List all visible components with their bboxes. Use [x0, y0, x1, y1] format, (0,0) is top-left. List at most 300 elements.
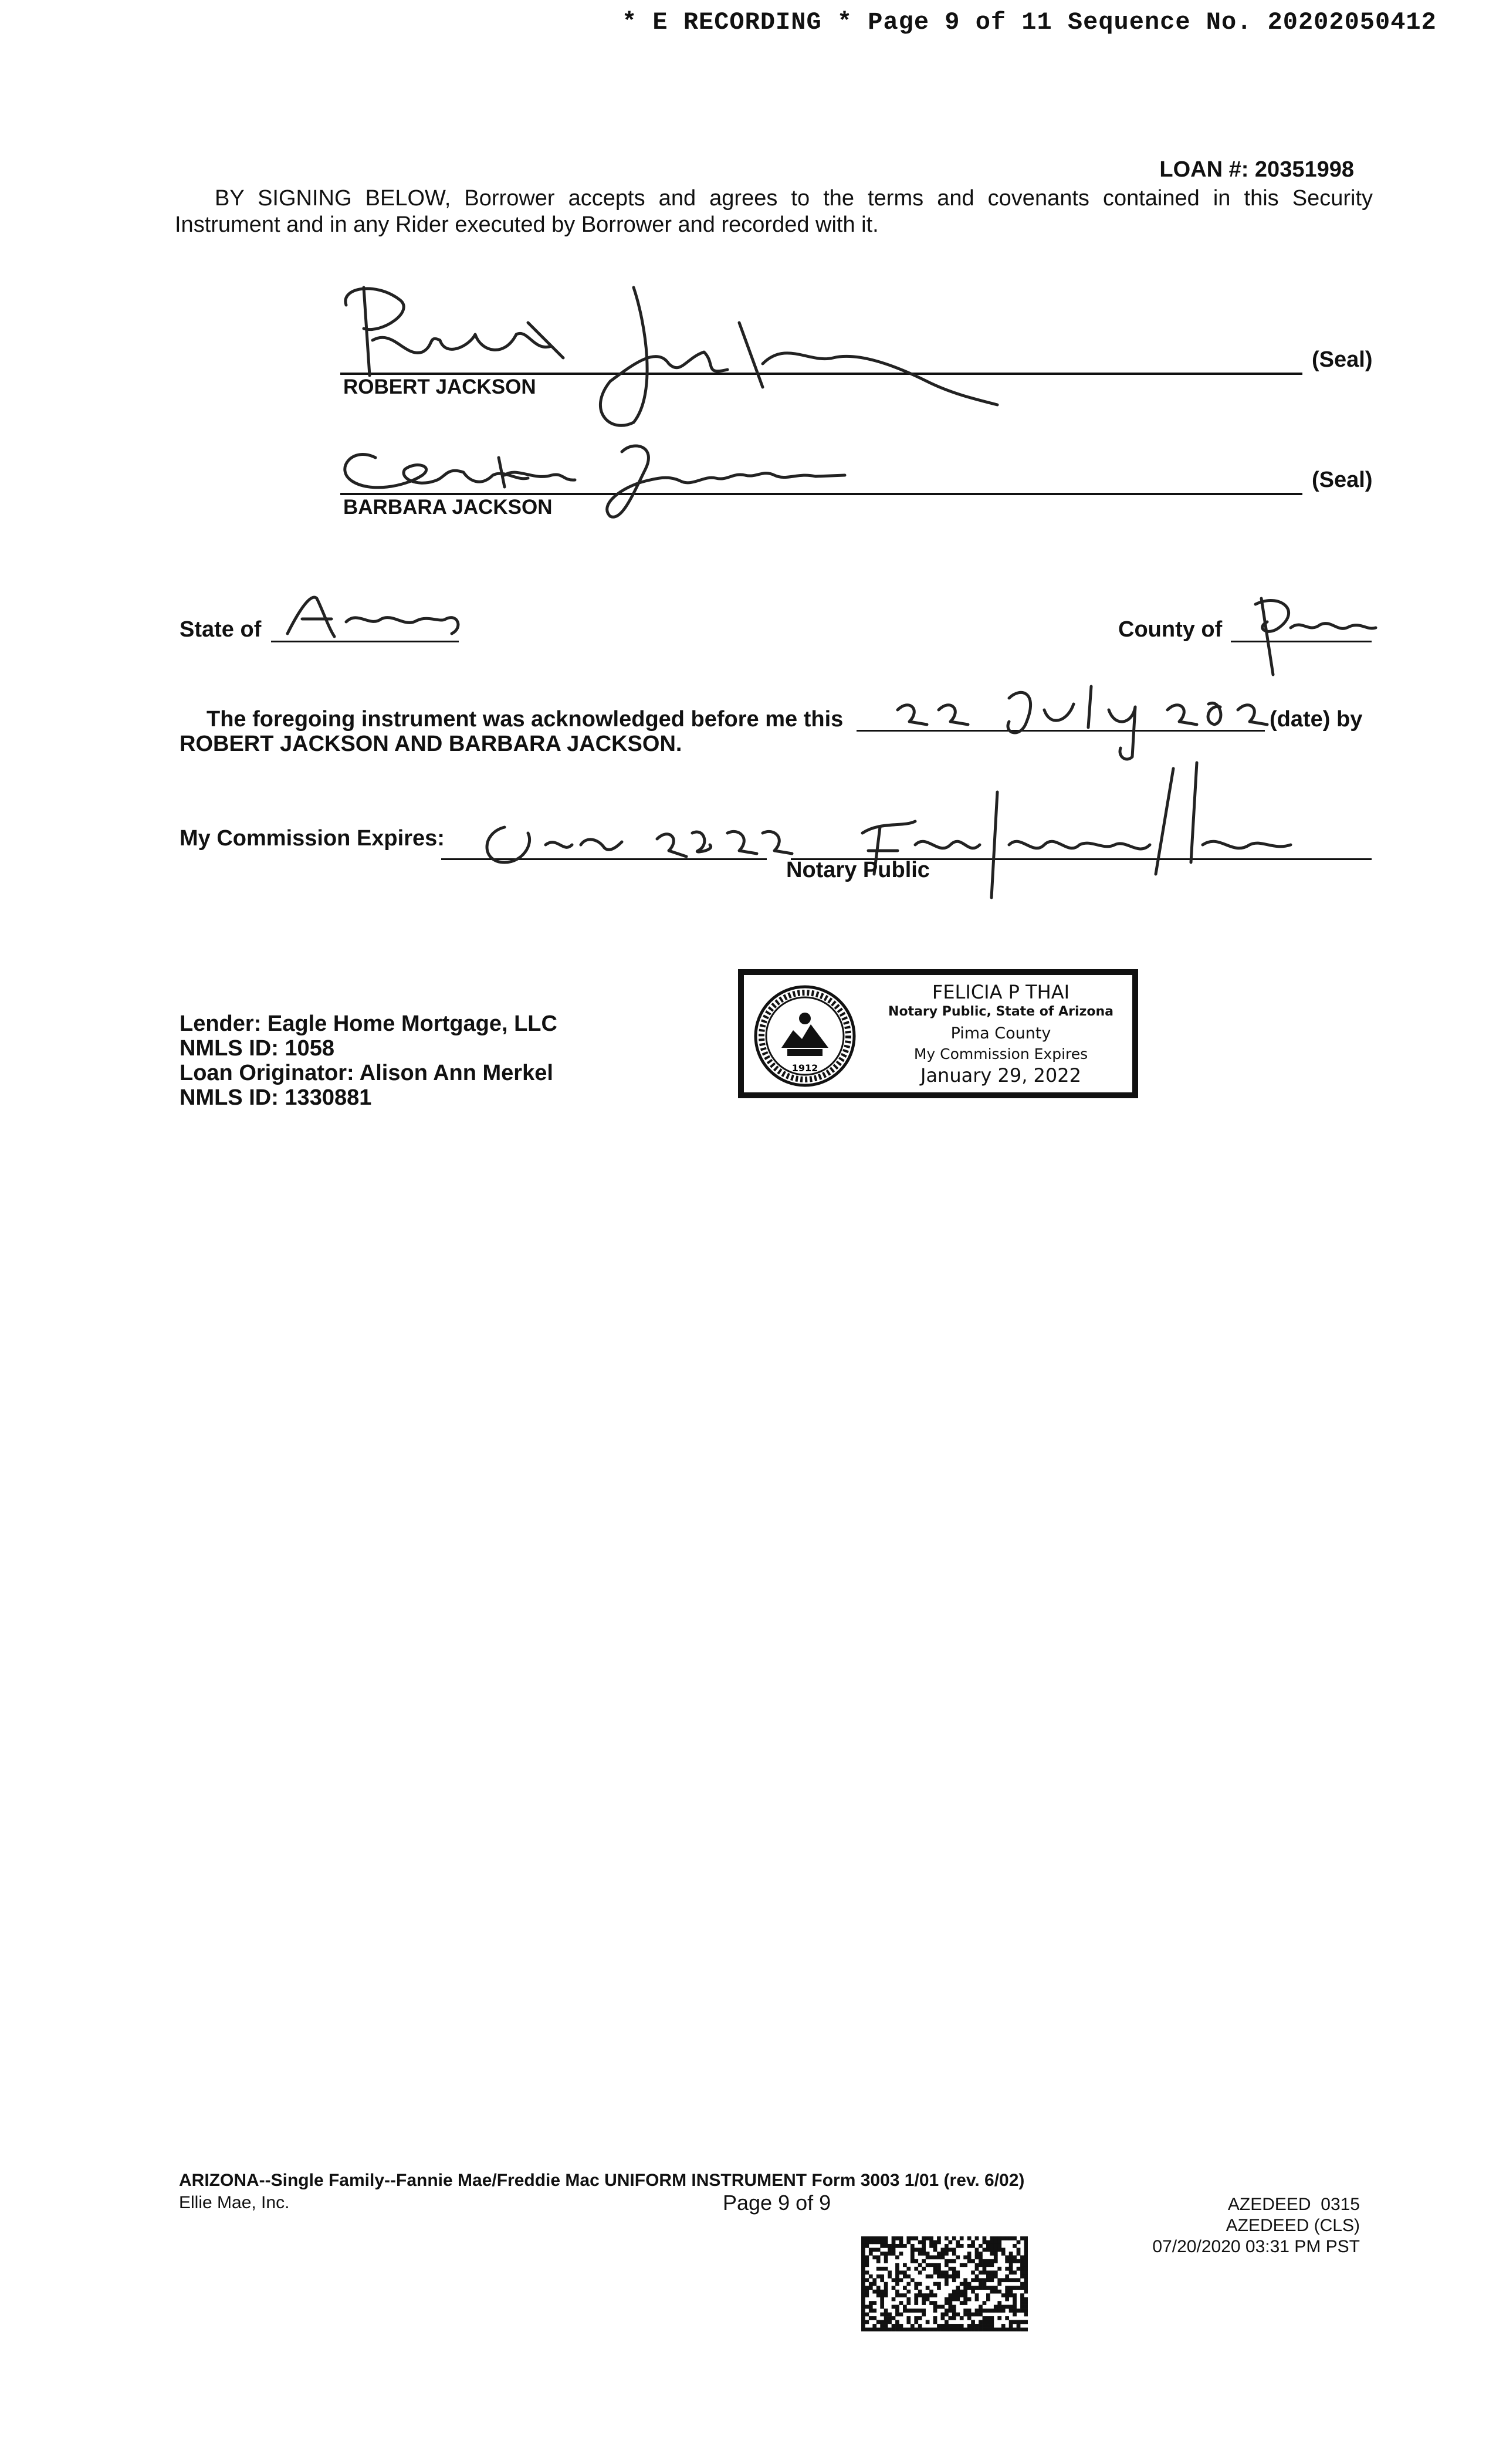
barcode-module — [892, 2240, 896, 2244]
barcode-module — [937, 2275, 941, 2279]
barcode-module — [1013, 2293, 1017, 2297]
barcode-module — [914, 2267, 918, 2271]
barcode-module — [986, 2293, 990, 2297]
barcode-module — [899, 2240, 903, 2244]
barcode-module — [880, 2324, 884, 2328]
barcode-module — [876, 2275, 881, 2279]
barcode-module — [941, 2324, 945, 2328]
barcode-module — [865, 2293, 869, 2297]
barcode-module — [865, 2313, 869, 2317]
barcode-module — [994, 2305, 998, 2309]
barcode-module — [884, 2293, 888, 2297]
barcode-module — [918, 2309, 922, 2313]
barcode-module — [906, 2316, 911, 2320]
barcode-module — [971, 2270, 975, 2275]
arizona-state-seal — [752, 983, 858, 1089]
barcode-module — [918, 2290, 922, 2294]
barcode-module — [884, 2316, 888, 2320]
barcode-module — [986, 2286, 990, 2290]
barcode-module — [1013, 2244, 1017, 2248]
barcode-module — [1020, 2263, 1024, 2267]
barcode-module — [914, 2236, 918, 2240]
barcode-module — [929, 2301, 933, 2305]
barcode-module — [990, 2270, 994, 2275]
barcode-module — [975, 2252, 979, 2256]
barcode-module — [1001, 2248, 1006, 2252]
barcode-module — [933, 2305, 937, 2309]
barcode-module — [994, 2259, 998, 2263]
barcode-module — [960, 2244, 964, 2248]
barcode-module — [895, 2244, 899, 2248]
barcode-module — [1009, 2290, 1013, 2294]
seal-year: 1912 — [791, 1062, 818, 1074]
barcode-module — [983, 2328, 987, 2331]
barcode-module — [967, 2255, 972, 2259]
barcode-module — [975, 2267, 979, 2271]
barcode-module — [929, 2244, 933, 2248]
barcode-module — [929, 2290, 933, 2294]
barcode-module — [892, 2252, 896, 2256]
barcode-module — [922, 2293, 926, 2297]
barcode-module — [884, 2236, 888, 2240]
barcode-module — [861, 2309, 865, 2313]
barcode-module — [906, 2328, 911, 2331]
barcode-module — [876, 2248, 881, 2252]
barcode-module — [926, 2293, 930, 2297]
barcode-module — [869, 2240, 873, 2244]
barcode-module — [1024, 2328, 1028, 2331]
barcode-module — [960, 2293, 964, 2297]
barcode-module — [1005, 2290, 1009, 2294]
barcode-module — [888, 2270, 892, 2275]
stamp-expires-date: January 29, 2022 — [920, 1064, 1081, 1087]
barcode-module — [929, 2236, 933, 2240]
barcode-module — [869, 2286, 873, 2290]
barcode-module — [967, 2309, 972, 2313]
barcode-module — [945, 2252, 949, 2256]
barcode-module — [922, 2259, 926, 2263]
barcode-module — [865, 2305, 869, 2309]
barcode-module — [979, 2313, 983, 2317]
barcode-module — [869, 2305, 873, 2309]
barcode-module — [865, 2286, 869, 2290]
barcode-module — [971, 2290, 975, 2294]
barcode-module — [967, 2244, 972, 2248]
barcode-module — [986, 2270, 990, 2275]
barcode-module — [1017, 2240, 1021, 2244]
barcode-module — [1024, 2236, 1028, 2240]
barcode-module — [1017, 2267, 1021, 2271]
barcode-module — [1005, 2236, 1009, 2240]
barcode-module — [865, 2320, 869, 2324]
barcode-module — [948, 2275, 952, 2279]
barcode-module — [1013, 2297, 1017, 2301]
barcode-module — [933, 2270, 937, 2275]
barcode-module — [1017, 2309, 1021, 2313]
loan-number — [1159, 157, 1354, 182]
barcode-module — [926, 2263, 930, 2267]
barcode-module — [945, 2259, 949, 2263]
barcode-module — [880, 2236, 884, 2240]
county-label: County of — [1118, 617, 1223, 642]
barcode-module — [956, 2275, 960, 2279]
barcode-module — [948, 2240, 952, 2244]
barcode-module — [888, 2248, 892, 2252]
barcode-module — [914, 2301, 918, 2305]
barcode-module — [872, 2301, 876, 2305]
barcode-module — [906, 2275, 911, 2279]
barcode-module — [918, 2328, 922, 2331]
barcode-module — [899, 2324, 903, 2328]
barcode-module — [880, 2267, 884, 2271]
barcode-module — [983, 2282, 987, 2286]
barcode-module — [956, 2286, 960, 2290]
barcode-module — [926, 2255, 930, 2259]
barcode-module — [979, 2324, 983, 2328]
barcode-module — [911, 2244, 915, 2248]
barcode-module — [952, 2324, 956, 2328]
barcode-module — [990, 2248, 994, 2252]
barcode-module — [884, 2267, 888, 2271]
barcode-module — [865, 2244, 869, 2248]
barcode-module — [1024, 2309, 1028, 2313]
barcode-module — [1017, 2324, 1021, 2328]
barcode-module — [975, 2324, 979, 2328]
barcode-module — [895, 2309, 899, 2313]
barcode-module — [1009, 2328, 1013, 2331]
barcode-module — [1005, 2305, 1009, 2309]
barcode-module — [979, 2244, 983, 2248]
barcode-module — [948, 2267, 952, 2271]
barcode-module — [963, 2278, 967, 2282]
barcode-module — [884, 2309, 888, 2313]
barcode-module — [861, 2270, 865, 2275]
barcode-module — [948, 2293, 952, 2297]
barcode-module — [933, 2316, 937, 2320]
barcode-module — [895, 2282, 899, 2286]
barcode-module — [937, 2328, 941, 2331]
barcode-module — [895, 2255, 899, 2259]
barcode-module — [922, 2309, 926, 2313]
stamp-notary-title: Notary Public, State of Arizona — [888, 1004, 1113, 1019]
barcode-module — [861, 2278, 865, 2282]
barcode-module — [884, 2244, 888, 2248]
barcode-module — [880, 2244, 884, 2248]
barcode-module — [869, 2236, 873, 2240]
barcode-module — [975, 2309, 979, 2313]
barcode-module — [895, 2313, 899, 2317]
stamp-notary-name: FELICIA P THAI — [932, 981, 1070, 1003]
barcode-module — [937, 2263, 941, 2267]
barcode-module — [884, 2240, 888, 2244]
barcode-module — [914, 2297, 918, 2301]
barcode-module — [963, 2313, 967, 2317]
barcode-module — [1001, 2305, 1006, 2309]
barcode-module — [1020, 2282, 1024, 2286]
barcode-module — [948, 2248, 952, 2252]
barcode-module — [929, 2328, 933, 2331]
barcode-module — [895, 2324, 899, 2328]
barcode-module — [945, 2320, 949, 2324]
barcode-module — [872, 2316, 876, 2320]
barcode-module — [971, 2278, 975, 2282]
barcode-module — [1005, 2328, 1009, 2331]
barcode-module — [1020, 2255, 1024, 2259]
barcode-module — [997, 2309, 1001, 2313]
barcode-module — [906, 2282, 911, 2286]
barcode-module — [1005, 2259, 1009, 2263]
barcode-module — [861, 2244, 865, 2248]
barcode-module — [876, 2236, 881, 2240]
barcode-module — [967, 2313, 972, 2317]
barcode-module — [861, 2286, 865, 2290]
barcode-module — [1001, 2293, 1006, 2297]
barcode-module — [929, 2263, 933, 2267]
barcode-module — [1024, 2244, 1028, 2248]
barcode-module — [1024, 2263, 1028, 2267]
barcode-module — [911, 2248, 915, 2252]
barcode-module — [945, 2270, 949, 2275]
barcode-module — [865, 2236, 869, 2240]
barcode-module — [975, 2263, 979, 2267]
barcode-module — [884, 2252, 888, 2256]
barcode-module — [933, 2301, 937, 2305]
barcode-module — [1009, 2286, 1013, 2290]
barcode-module — [948, 2328, 952, 2331]
footer-page-number: Page 9 of 9 — [723, 2191, 831, 2215]
barcode-module — [1024, 2297, 1028, 2301]
barcode-module — [937, 2252, 941, 2256]
barcode-module — [1020, 2259, 1024, 2263]
footer-timestamp: 07/20/2020 03:31 PM PST — [1152, 2237, 1360, 2256]
barcode-module — [903, 2263, 907, 2267]
barcode-module — [861, 2320, 865, 2324]
barcode-module — [997, 2244, 1001, 2248]
barcode-module — [914, 2328, 918, 2331]
barcode-module — [906, 2309, 911, 2313]
barcode-module — [960, 2263, 964, 2267]
barcode-module — [937, 2267, 941, 2271]
barcode-module — [914, 2309, 918, 2313]
barcode-module — [983, 2248, 987, 2252]
barcode-module — [975, 2278, 979, 2282]
barcode-module — [888, 2244, 892, 2248]
barcode-module — [941, 2328, 945, 2331]
barcode-module — [884, 2290, 888, 2294]
barcode-module — [956, 2240, 960, 2244]
barcode-module — [983, 2286, 987, 2290]
barcode-module — [990, 2236, 994, 2240]
barcode-module — [937, 2255, 941, 2259]
barcode-module — [1013, 2305, 1017, 2309]
barcode-module — [1013, 2309, 1017, 2313]
barcode-module — [1024, 2248, 1028, 2252]
barcode-module — [922, 2267, 926, 2271]
barcode-module — [880, 2320, 884, 2324]
barcode-module — [1009, 2236, 1013, 2240]
notary-signature — [845, 757, 1314, 909]
barcode-module — [861, 2275, 865, 2279]
barcode-module — [933, 2282, 937, 2286]
barcode-module — [865, 2259, 869, 2263]
barcode-module — [945, 2282, 949, 2286]
barcode-module — [975, 2328, 979, 2331]
barcode-module — [1001, 2309, 1006, 2313]
barcode-module — [933, 2320, 937, 2324]
notary-public-label: Notary Public — [786, 858, 930, 882]
barcode-module — [937, 2240, 941, 2244]
barcode-module — [899, 2293, 903, 2297]
barcode-module — [906, 2297, 911, 2301]
barcode-module — [994, 2240, 998, 2244]
barcode-module — [895, 2305, 899, 2309]
barcode-module — [967, 2282, 972, 2286]
barcode-module — [861, 2328, 865, 2331]
barcode-module — [1017, 2328, 1021, 2331]
barcode-module — [892, 2297, 896, 2301]
barcode-module — [880, 2297, 884, 2301]
barcode-module — [865, 2255, 869, 2259]
barcode-module — [1013, 2320, 1017, 2324]
barcode-module — [876, 2267, 881, 2271]
barcode-module — [956, 2255, 960, 2259]
barcode-module — [1024, 2301, 1028, 2305]
footer-codes — [1152, 2194, 1360, 2257]
barcode-module — [926, 2328, 930, 2331]
barcode-module — [861, 2297, 865, 2301]
barcode-module — [997, 2248, 1001, 2252]
barcode-module — [903, 2305, 907, 2309]
barcode-module — [990, 2278, 994, 2282]
barcode-module — [861, 2282, 865, 2286]
barcode-module — [929, 2275, 933, 2279]
barcode-module — [986, 2248, 990, 2252]
barcode-module — [1024, 2270, 1028, 2275]
barcode-module — [914, 2282, 918, 2286]
barcode-module — [872, 2236, 876, 2240]
barcode-module — [861, 2305, 865, 2309]
barcode-module — [956, 2328, 960, 2331]
barcode-module — [963, 2309, 967, 2313]
footer-vendor: Ellie Mae, Inc. — [179, 2193, 290, 2212]
barcode-module — [963, 2297, 967, 2301]
barcode-module — [997, 2236, 1001, 2240]
barcode-module — [899, 2301, 903, 2305]
barcode-module — [990, 2252, 994, 2256]
barcode-module — [892, 2286, 896, 2290]
barcode-module — [983, 2267, 987, 2271]
barcode-module — [895, 2270, 899, 2275]
barcode-module — [937, 2236, 941, 2240]
barcode-module — [903, 2309, 907, 2313]
barcode-module — [872, 2248, 876, 2252]
barcode-module — [1017, 2259, 1021, 2263]
barcode-module — [990, 2324, 994, 2328]
barcode-module — [1024, 2259, 1028, 2263]
barcode-module — [872, 2324, 876, 2328]
barcode-module — [1024, 2275, 1028, 2279]
barcode-module — [926, 2320, 930, 2324]
barcode-module — [865, 2328, 869, 2331]
barcode-module — [899, 2244, 903, 2248]
barcode-module — [1001, 2252, 1006, 2256]
barcode-module — [1020, 2309, 1024, 2313]
barcode-module — [941, 2313, 945, 2317]
barcode-module — [994, 2252, 998, 2256]
barcode-module — [918, 2324, 922, 2328]
barcode-module — [975, 2275, 979, 2279]
barcode-module — [861, 2263, 865, 2267]
barcode-module — [990, 2309, 994, 2313]
barcode-module — [895, 2236, 899, 2240]
barcode-module — [990, 2290, 994, 2294]
barcode-module — [967, 2324, 972, 2328]
seal-label-barbara: (Seal) — [1312, 468, 1373, 492]
barcode-module — [1009, 2255, 1013, 2259]
barcode-module — [979, 2328, 983, 2331]
barcode-module — [960, 2301, 964, 2305]
barcode-module — [933, 2328, 937, 2331]
barcode-module — [975, 2248, 979, 2252]
barcode-module — [967, 2259, 972, 2263]
barcode-module — [876, 2240, 881, 2244]
barcode-module — [1020, 2267, 1024, 2271]
barcode-module — [967, 2328, 972, 2331]
signer-name-robert: ROBERT JACKSON — [343, 375, 536, 398]
barcode-module — [880, 2301, 884, 2305]
county-handwriting — [1244, 587, 1385, 681]
barcode-module — [952, 2316, 956, 2320]
barcode-module — [986, 2263, 990, 2267]
barcode-module — [994, 2248, 998, 2252]
barcode-module — [1020, 2320, 1024, 2324]
barcode-module — [918, 2263, 922, 2267]
barcode-module — [861, 2236, 865, 2240]
barcode-module — [861, 2301, 865, 2305]
barcode-module — [861, 2252, 865, 2256]
barcode-module — [1013, 2328, 1017, 2331]
barcode-module — [926, 2286, 930, 2290]
barcode-module — [933, 2309, 937, 2313]
barcode-module — [914, 2286, 918, 2290]
barcode-module — [952, 2236, 956, 2240]
barcode-module — [872, 2309, 876, 2313]
barcode-module — [911, 2236, 915, 2240]
lender-info — [180, 1011, 557, 1110]
barcode-module — [899, 2236, 903, 2240]
barcode-module — [899, 2328, 903, 2331]
barcode-module — [945, 2313, 949, 2317]
barcode-module — [952, 2309, 956, 2313]
barcode-module — [952, 2313, 956, 2317]
barcode-module — [869, 2282, 873, 2286]
barcode-module — [952, 2267, 956, 2271]
datamatrix-barcode — [861, 2236, 1028, 2331]
barcode-module — [922, 2252, 926, 2256]
barcode-module — [906, 2320, 911, 2324]
robert-jackson-signature — [329, 276, 1033, 440]
barcode-module — [1020, 2305, 1024, 2309]
barcode-module — [986, 2244, 990, 2248]
barcode-module — [926, 2236, 930, 2240]
barcode-module — [872, 2278, 876, 2282]
barcode-module — [971, 2320, 975, 2324]
barcode-module — [979, 2255, 983, 2259]
barcode-module — [994, 2286, 998, 2290]
barcode-module — [872, 2240, 876, 2244]
barcode-module — [960, 2316, 964, 2320]
barcode-module — [929, 2240, 933, 2244]
